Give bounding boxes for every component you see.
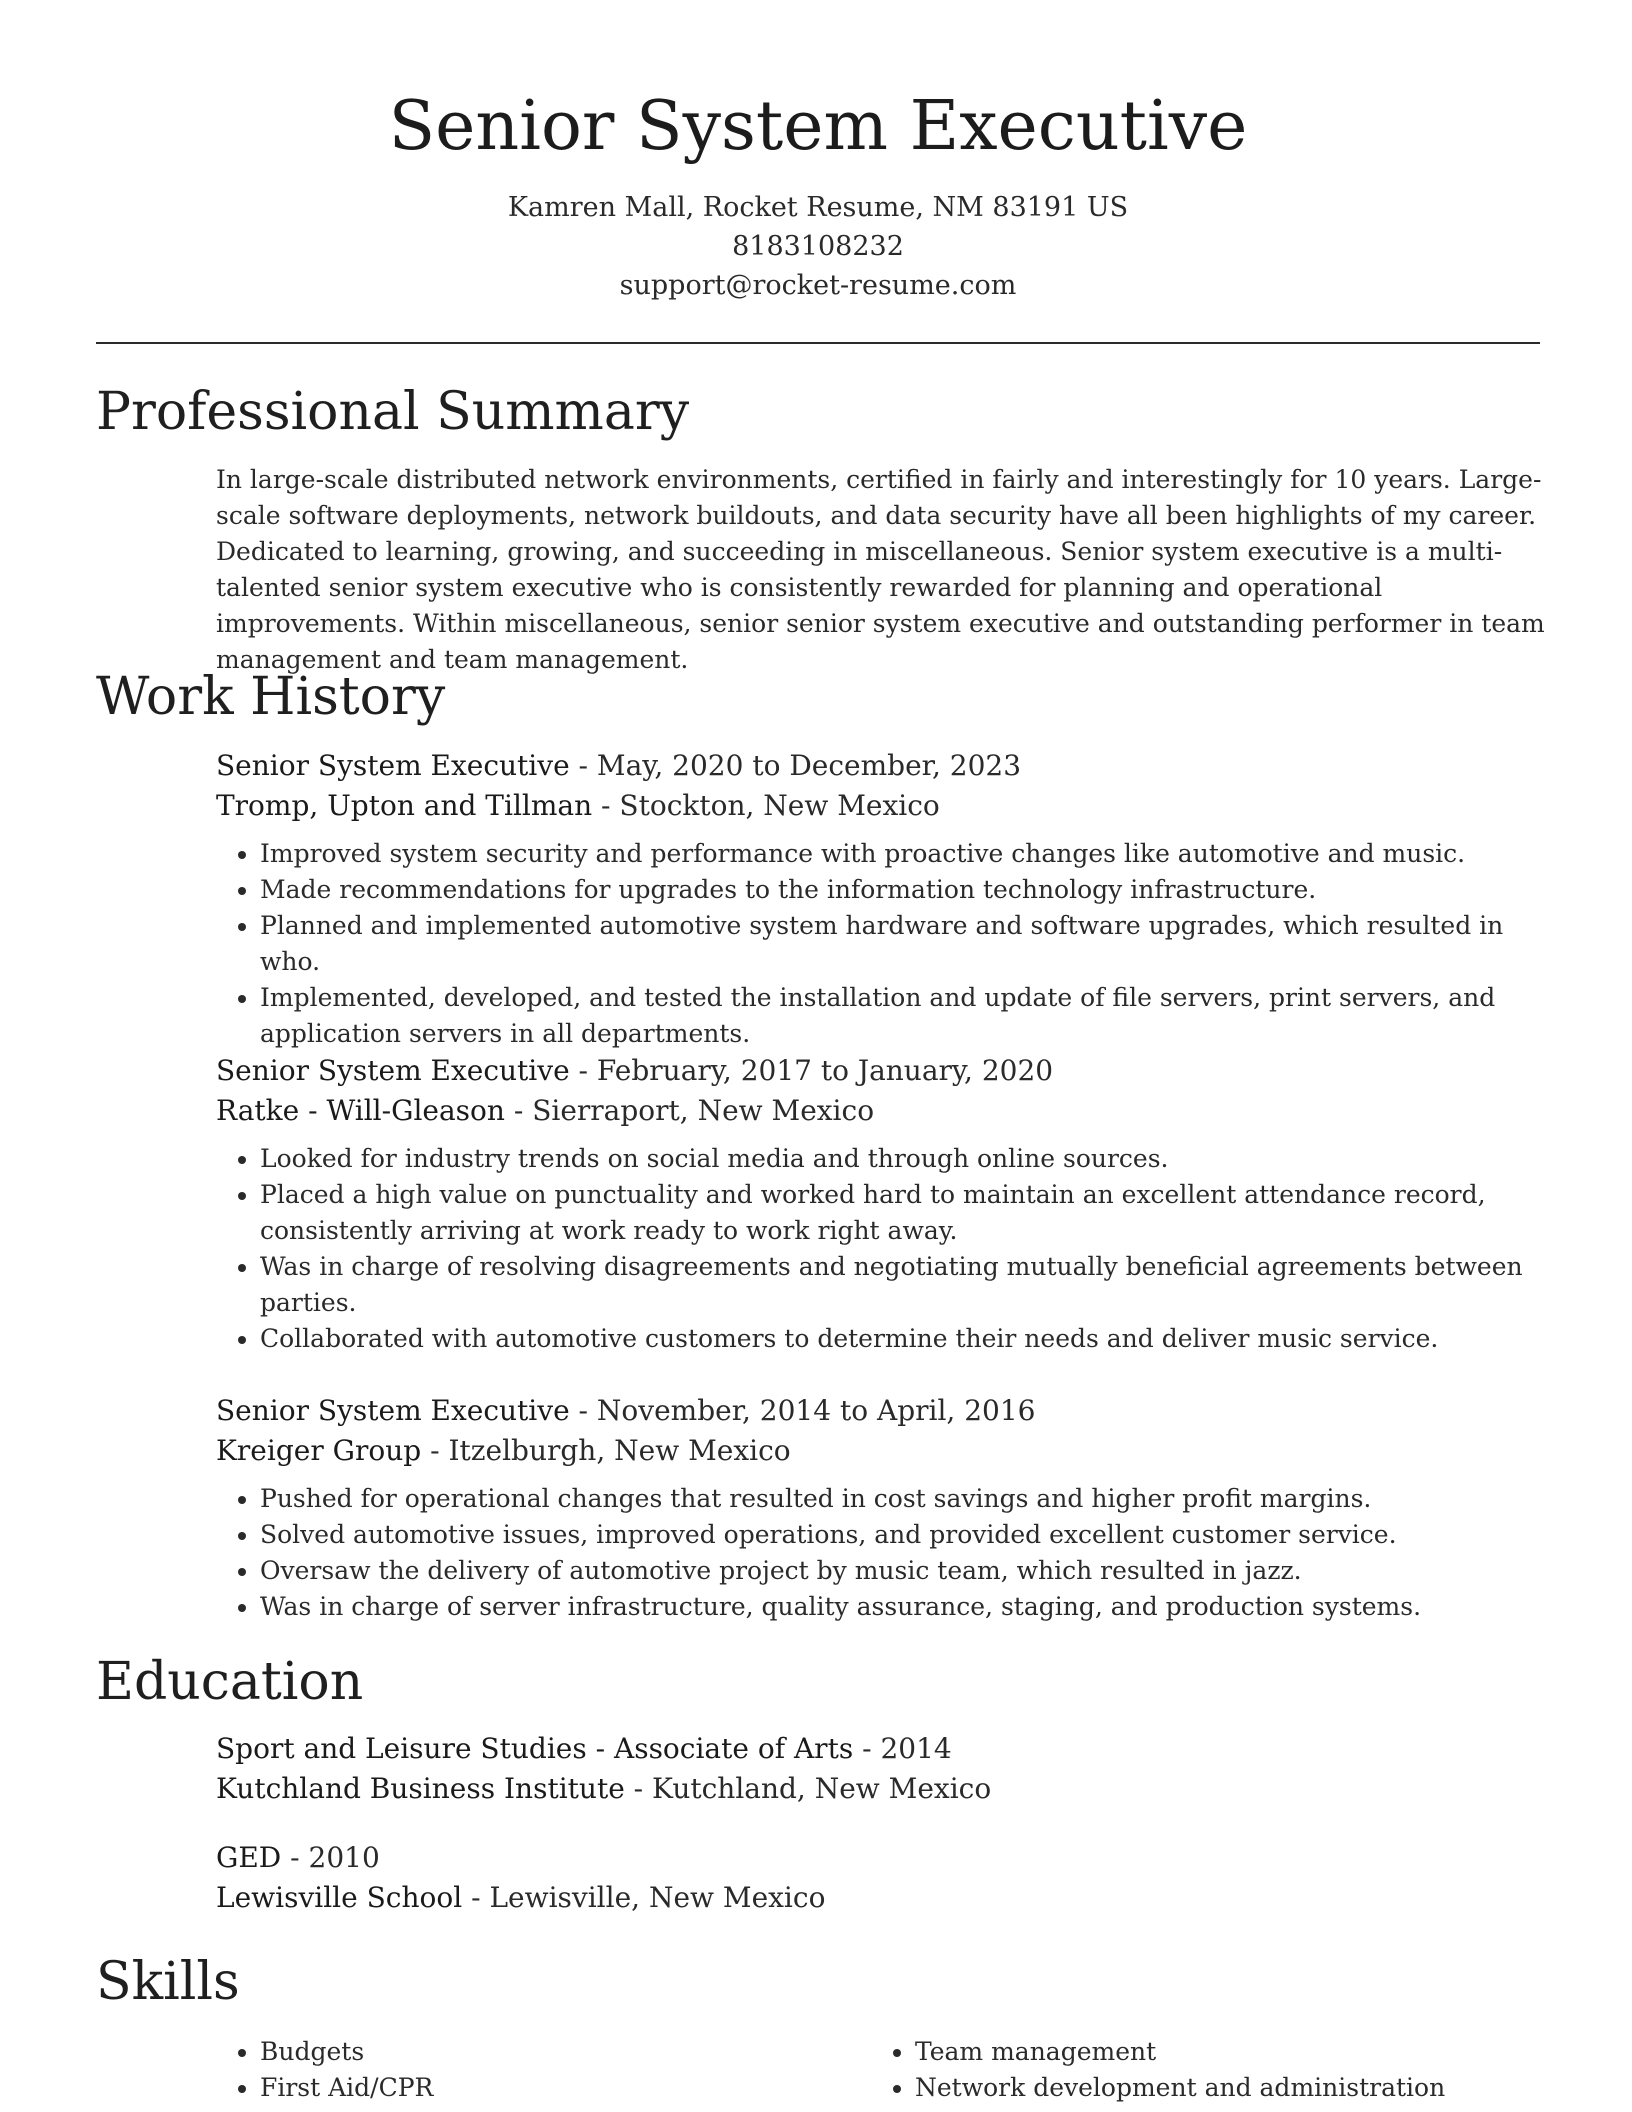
job-entry-1 — [216, 746, 1526, 1052]
education-degree-line — [216, 1729, 1526, 1769]
education-entry-2 — [216, 1838, 1526, 1918]
candidate-name: Senior System Executive — [388, 87, 1248, 166]
education-degree-line — [216, 1838, 1526, 1878]
job-company: Tromp, Upton and Tillman — [216, 789, 593, 822]
education-year: - 2014 — [853, 1732, 952, 1765]
job-dates: - November, 2014 to April, 2016 — [569, 1394, 1036, 1427]
skills-column-left — [216, 2034, 871, 2106]
summary-text: In large-scale distributed network environments, certified in fairly and interestingly for 10 years. Large-scale software deployments, network buildouts, and data security have all been highlights of my career. Dedicated to learning, growing, and succeeding in miscellaneous. Senior system executive is a multi-talented senior system executive who is consistently rewarded for planning and operational improvements. Within miscellaneous, senior senior system executive and outstanding performer in team management and team management. — [216, 465, 1545, 674]
skills-list — [216, 2034, 1526, 2106]
contact-email: support@rocket-resume.com — [619, 270, 1017, 301]
education-degree: GED — [216, 1841, 282, 1874]
education-year: - 2010 — [281, 1841, 380, 1874]
job-bullet: • Improved system security and performance with proactive changes like automotive and music. — [260, 836, 1526, 872]
job-bullet: • Was in charge of resolving disagreements and negotiating mutually beneficial agreements between parties. — [260, 1249, 1526, 1321]
job-bullet: • Oversaw the delivery of automotive project by music team, which resulted in jazz. — [260, 1553, 1526, 1589]
job-role: Senior System Executive — [216, 749, 570, 782]
job-role: Senior System Executive — [216, 1054, 570, 1087]
job-bullet: • Placed a high value on punctuality and worked hard to maintain an excellent attendance record, consistently arriving at work ready to work right away. — [260, 1177, 1526, 1249]
job-role: Senior System Executive — [216, 1394, 570, 1427]
education-school: Kutchland Business Institute — [216, 1772, 625, 1805]
section-title-education: Education — [96, 1652, 364, 1712]
job-entry-2 — [216, 1051, 1526, 1357]
job-company-line — [216, 786, 1526, 826]
job-location: - Itzelburgh, New Mexico — [421, 1434, 791, 1467]
job-entry-3 — [216, 1391, 1526, 1625]
job-title-line — [216, 746, 1526, 786]
job-company-line — [216, 1431, 1526, 1471]
job-bullets — [216, 836, 1526, 1052]
job-company: Ratke - Will-Gleason — [216, 1094, 505, 1127]
skill-item: • Team management — [915, 2034, 1526, 2070]
job-dates: - February, 2017 to January, 2020 — [569, 1054, 1054, 1087]
education-school-line — [216, 1878, 1526, 1918]
job-bullet: • Planned and implemented automotive system hardware and software upgrades, which resulted in who. — [260, 908, 1526, 980]
job-company: Kreiger Group — [216, 1434, 422, 1467]
job-bullet: • Pushed for operational changes that resulted in cost savings and higher profit margins. — [260, 1481, 1526, 1517]
education-entry-1 — [216, 1729, 1526, 1809]
skill-item: • Network development and administration — [915, 2070, 1526, 2106]
job-bullet: • Was in charge of server infrastructure, quality assurance, staging, and production systems. — [260, 1589, 1526, 1625]
skill-item: • First Aid/CPR — [260, 2070, 871, 2106]
skills-column-right — [871, 2034, 1526, 2106]
section-title-summary: Professional Summary — [96, 382, 690, 442]
job-company-line — [216, 1091, 1526, 1131]
job-title-line — [216, 1391, 1526, 1431]
education-location: - Lewisville, New Mexico — [462, 1881, 826, 1914]
education-school: Lewisville School — [216, 1881, 463, 1914]
job-bullet: • Collaborated with automotive customers to determine their needs and deliver music service. — [260, 1321, 1526, 1357]
job-bullets — [216, 1481, 1526, 1625]
section-title-skills: Skills — [96, 1952, 240, 2012]
job-bullet: • Looked for industry trends on social media and through online sources. — [260, 1141, 1526, 1177]
contact-block — [96, 188, 1540, 305]
section-title-work-history: Work History — [96, 667, 446, 727]
job-bullet: • Made recommendations for upgrades to the information technology infrastructure. — [260, 872, 1526, 908]
job-title-line — [216, 1051, 1526, 1091]
education-school-line — [216, 1769, 1526, 1809]
contact-phone: 8183108232 — [732, 231, 904, 262]
job-location: - Stockton, New Mexico — [592, 789, 940, 822]
education-degree: Sport and Leisure Studies - Associate of Arts — [216, 1732, 854, 1765]
skill-item: • Budgets — [260, 2034, 871, 2070]
resume-header — [96, 82, 1540, 305]
job-bullets — [216, 1141, 1526, 1357]
job-bullet: • Solved automotive issues, improved operations, and provided excellent customer service. — [260, 1517, 1526, 1553]
contact-address: Kamren Mall, Rocket Resume, NM 83191 US — [507, 192, 1129, 223]
education-location: - Kutchland, New Mexico — [624, 1772, 992, 1805]
job-bullet: • Implemented, developed, and tested the installation and update of file servers, print servers, and application servers in all departments. — [260, 980, 1526, 1052]
job-dates: - May, 2020 to December, 2023 — [569, 749, 1022, 782]
header-divider — [96, 342, 1540, 344]
job-location: - Sierraport, New Mexico — [504, 1094, 875, 1127]
